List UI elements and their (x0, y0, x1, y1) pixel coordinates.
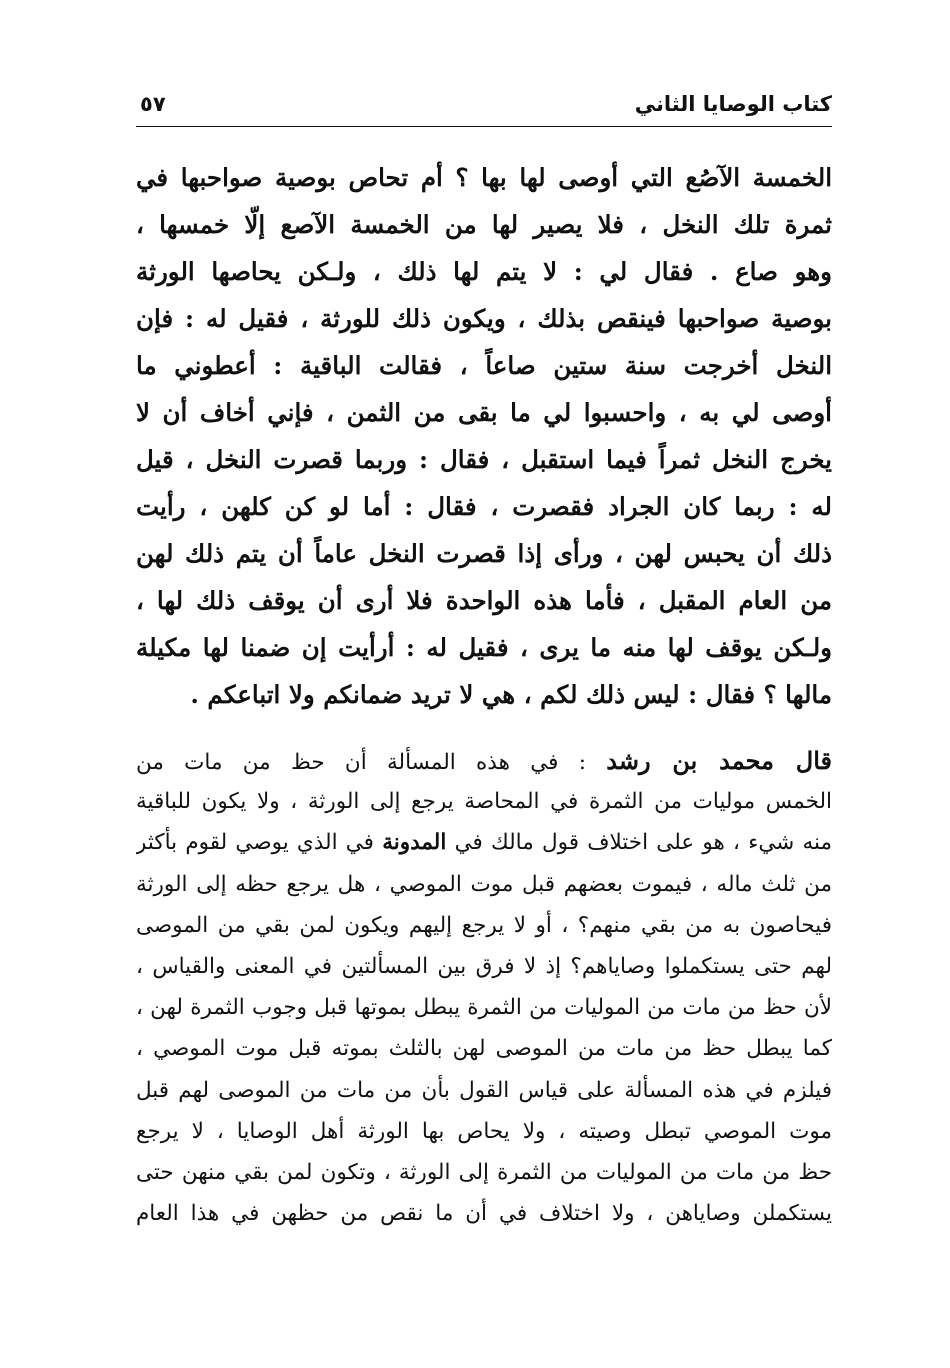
text-line: ثمرة تلك النخل ، فلا يصير لها من الخمسة الآصع إلّا خمسها ، (136, 210, 832, 239)
page-header (136, 86, 832, 127)
commentary-opening: : في هذه المسألة أن حظ من مات من (136, 750, 586, 775)
text-line: فيلزم في هذه المسألة على قياس القول بأن من مات من الموصى لهم قبل (136, 1077, 832, 1103)
commentary-line-with-term (136, 822, 832, 863)
text-line: من العام المقبل ، فأما هذه الواحدة فلا أرى أن يوقف ذلك لها ، (136, 586, 832, 615)
text-line: من ثلث ماله ، فيموت بعضهم قبل موت الموصي ، هل يرجع حظه إلى الورثة (136, 871, 832, 897)
text-line: الخمس موليات من الثمرة في المحاصة يرجع إلى الورثة ، ولا يكون للباقية (136, 789, 832, 815)
text-line: ذلك أن يحبس لهن ، ورأى إذا قصرت النخل عاماً أن يتم ذلك لهن (136, 539, 832, 568)
speaker-name: قال محمد بن رشد (606, 746, 832, 775)
text-line: الخمسة الآصُع التي أوصى لها بها ؟ أم تحاص بوصية صواحبها في (136, 163, 832, 192)
running-title: كتاب الوصايا الثاني (634, 92, 832, 116)
text-line: ولـكن يوقف لها منه ما يرى ، فقيل له : أرأيت إن ضمنا لها مكيلة (136, 633, 832, 662)
text-line: لأن حظ من مات من الموليات من الثمرة يبطل بموتها قبل وجوب الثمرة لهن ، (136, 995, 832, 1021)
text-line: يستكملن وصاياهن ، ولا اختلاف في أن ما نقص من حظهن في هذا العام (136, 1201, 832, 1227)
text-line: موت الموصي تبطل وصيته ، ولا يحاص بها الورثة أهل الوصايا ، لا يرجع (136, 1118, 832, 1144)
cited-work: المدونة (382, 830, 447, 856)
text-line: مالها ؟ فقال : ليس ذلك لكم ، هي لا تريد ضمانكم ولا اتباعكم . (190, 680, 832, 709)
text-line: له : ربما كان الجراد فقصرت ، فقال : أما لو كن كلهن ، رأيت (136, 492, 832, 521)
text-line: بوصية صواحبها فينقص بذلك ، ويكون ذلك للورثة ، فقيل له : فإن (136, 304, 832, 333)
text-line: وهو صاع . فقال لي : لا يتم لها ذلك ، ولـكن يحاصها الورثة (136, 257, 832, 286)
text-line: كما يبطل حظ من مات من الموصى لهن بالثلث بموته قبل موت الموصي ، (136, 1036, 832, 1062)
commentary-text (136, 740, 832, 1234)
text-line: يخرج النخل ثمراً فيما استقبل ، فقال : وربما قصرت النخل ، قيل (136, 445, 832, 474)
text-line: النخل أخرجت سنة ستين صاعاً ، فقالت الباقية : أعطوني ما (136, 351, 832, 380)
text-segment: منه شيء ، هو على اختلاف قول مالك في (454, 830, 832, 856)
text-line: لهم حتى يستكملوا وصاياهم؟ إذ لا فرق بين المسألتين في المعنى والقياس ، (136, 953, 832, 979)
text-segment: في الذي يوصي لقوم بأكثر (136, 830, 374, 856)
page-number: ٥٧ (140, 92, 166, 116)
text-line: فيحاصون به من بقي منهم؟ ، أو لا يرجع إليهم ويكون لمن بقي من الموصى (136, 912, 832, 938)
main-text (136, 154, 832, 718)
text-line: أوصى لي به ، واحسبوا لي ما بقى من الثمن ، فإني أخاف أن لا (136, 398, 832, 427)
text-line: حظ من مات من الموليات من الثمرة إلى الورثة ، وتكون لمن بقي منهن حتى (136, 1159, 832, 1185)
commentary-first-line (136, 740, 832, 781)
